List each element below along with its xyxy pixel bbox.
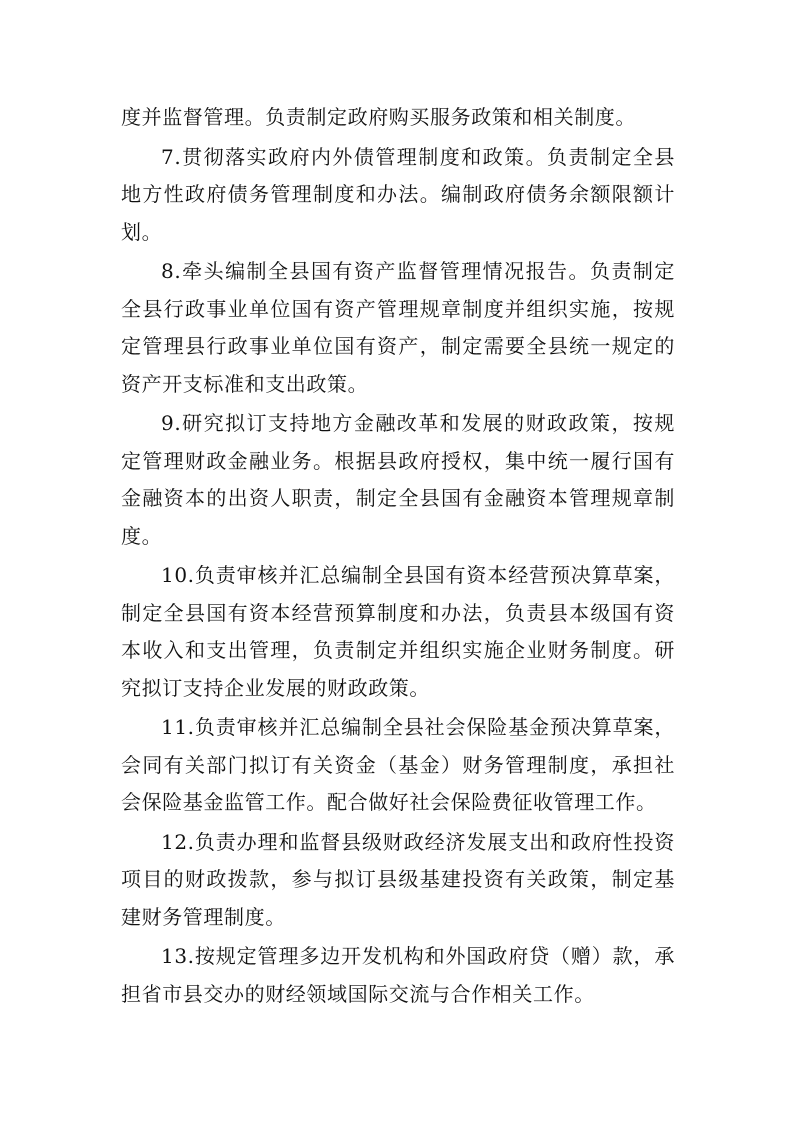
paragraph-item-8: 8.牵头编制全县国有资产监督管理情况报告。负责制定全县行政事业单位国有资产管理规章制度并组织实施，按规定管理县行政事业单位国有资产，制定需要全县统一规定的资产开支标准和支出政策。 [121,259,675,396]
paragraph-continuation: 度并监督管理。负责制定政府购买服务政策和相关制度。 [121,105,636,129]
paragraph-item-9: 9.研究拟订支持地方金融改革和发展的财政政策，按规定管理财政金融业务。根据县政府授权，集中统一履行国有金融资本的出资人职责，制定全县国有金融资本管理规章制度。 [121,411,675,548]
paragraph-item-13: 13.按规定管理多边开发机构和外国政府贷（赠）款，承担省市县交办的财经领域国际交流与合作相关工作。 [121,944,675,1006]
paragraph-item-12: 12.负责办理和监督县级财政经济发展支出和政府性投资项目的财政拨款，参与拟订县级基建投资有关政策，制定基建财务管理制度。 [121,829,675,929]
paragraph-item-7: 7.贯彻落实政府内外债管理制度和政策。负责制定全县地方性政府债务管理制度和办法。编制政府债务余额限额计划。 [121,144,675,244]
paragraph-item-11: 11.负责审核并汇总编制全县社会保险基金预决算草案，会同有关部门拟订有关资金（基金）财务管理制度，承担社会保险基金监管工作。配合做好社会保险费征收管理工作。 [121,715,675,814]
document-body [121,99,675,1013]
paragraph-item-10: 10.负责审核并汇总编制全县国有资本经营预决算草案，制定全县国有资本经营预算制度和办法，负责县本级国有资本收入和支出管理，负责制定并组织实施企业财务制度。研究拟订支持企业发展的财政政策。 [121,563,675,700]
